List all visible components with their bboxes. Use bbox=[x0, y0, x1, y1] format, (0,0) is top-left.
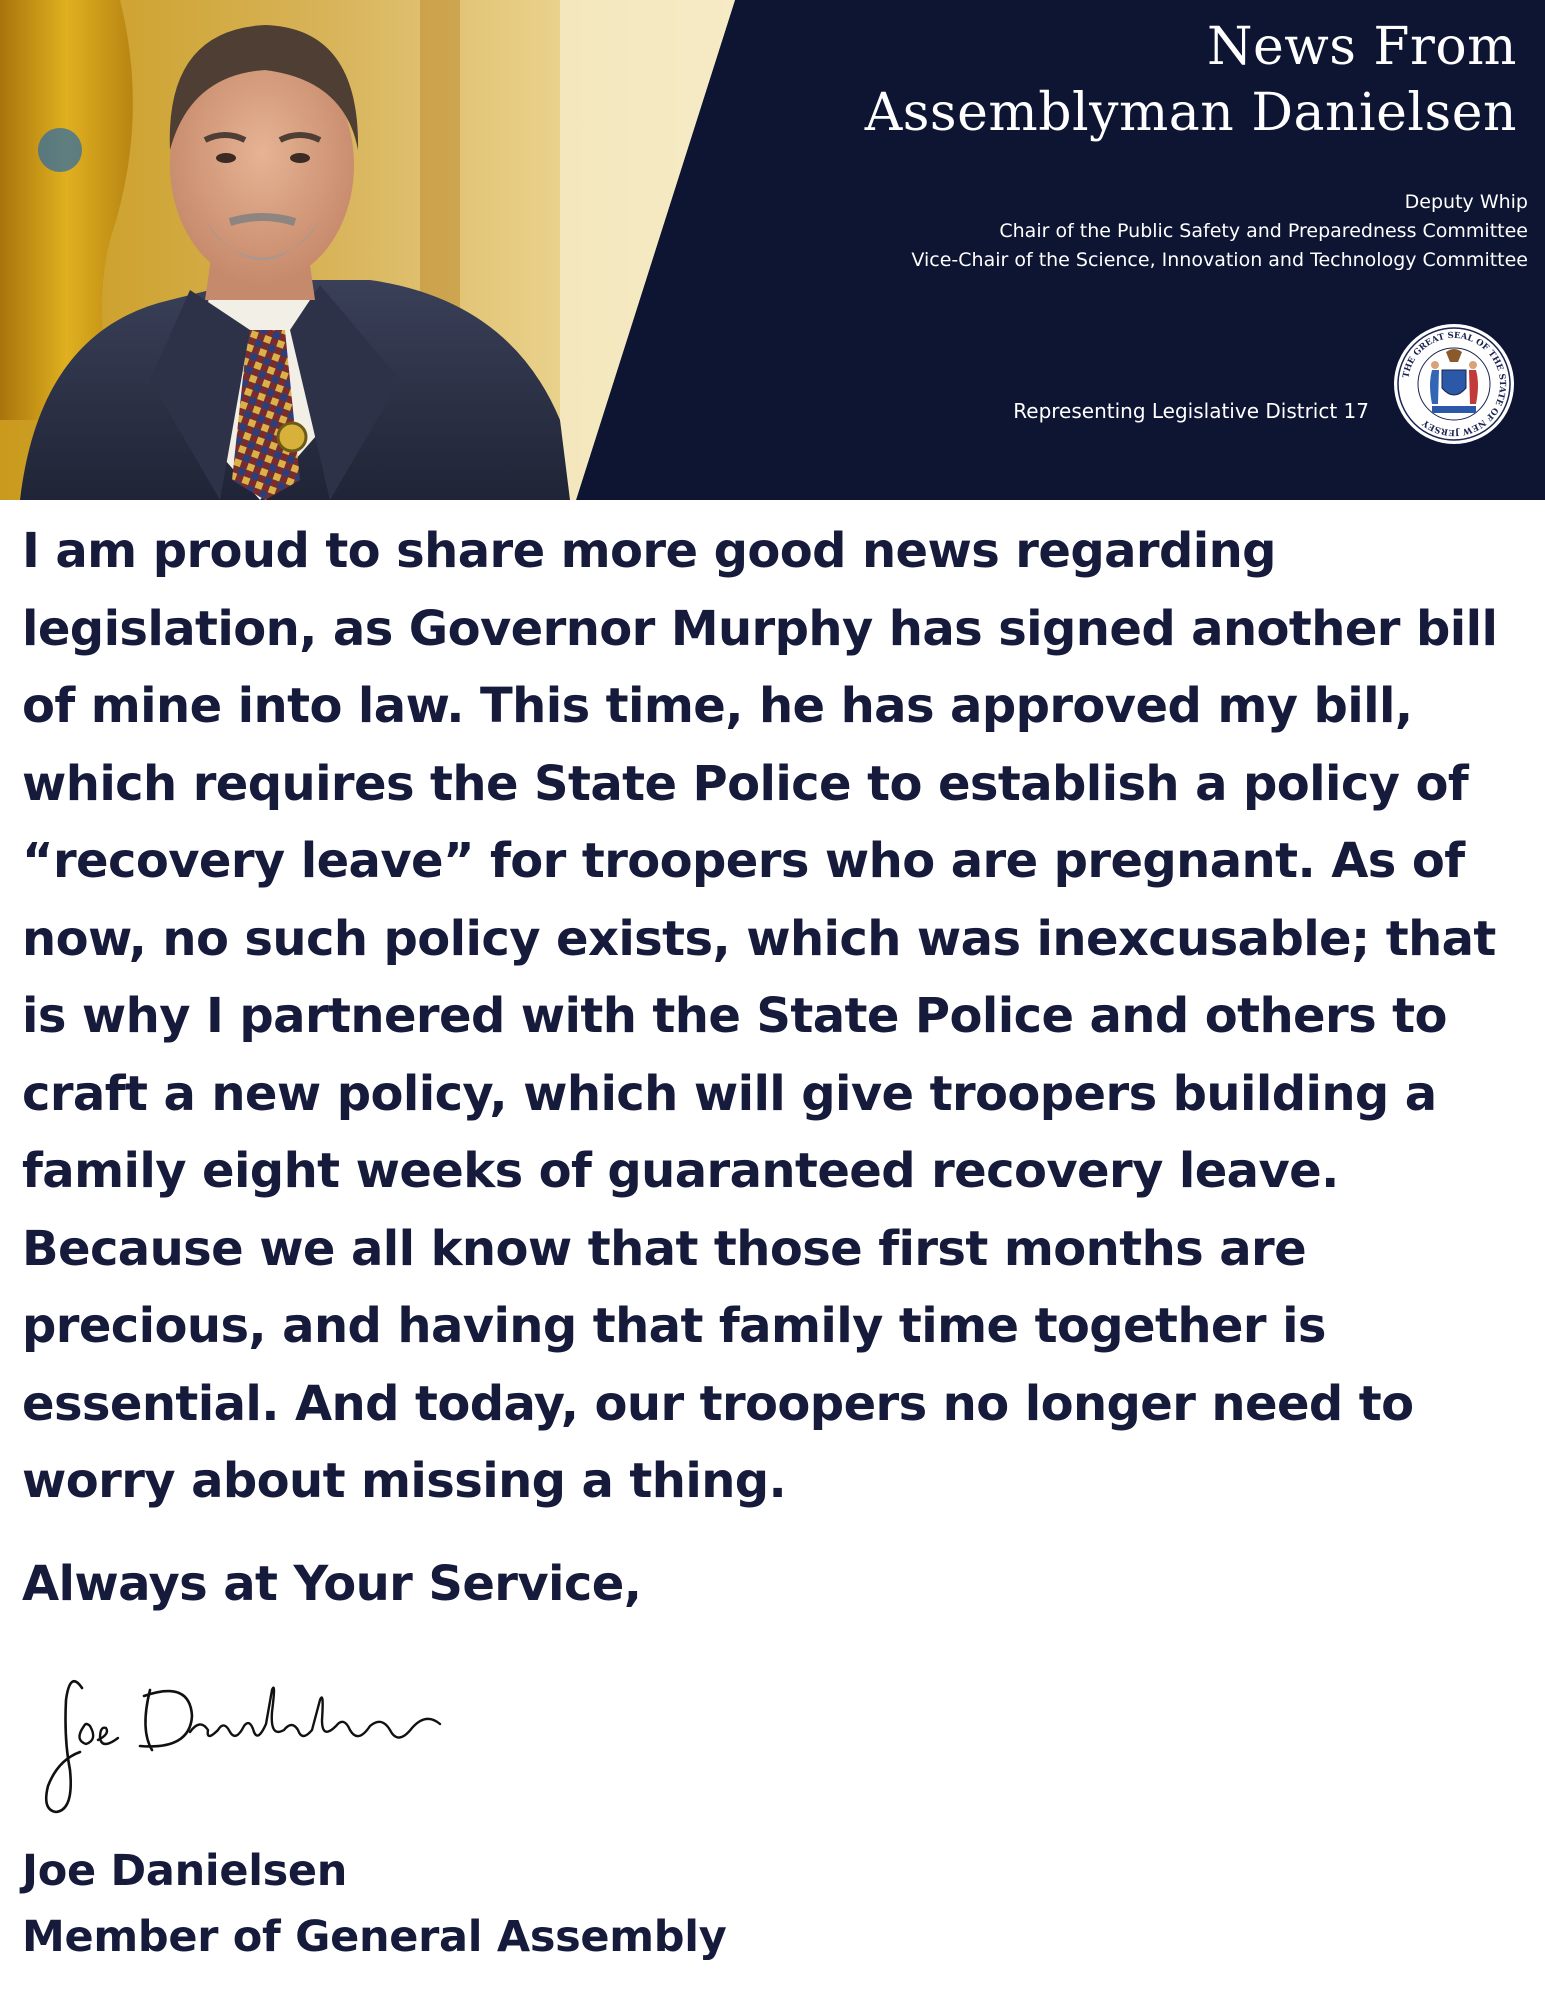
news-title-line-1: News From bbox=[1206, 17, 1517, 77]
signer-title: Member of General Assembly bbox=[22, 1912, 727, 1962]
closing-salutation: Always at Your Service, bbox=[22, 1556, 642, 1612]
seal-lettering: THE GREAT SEAL OF THE STATE OF NEW JERSEY bbox=[1401, 330, 1508, 438]
body-line: Because we all know that those first months are bbox=[22, 1220, 1307, 1277]
body-line: now, no such policy exists, which was inexcusable; that bbox=[22, 910, 1496, 967]
role-science-vice-chair: Vice-Chair of the Science, Innovation and Technology Committee bbox=[911, 249, 1528, 271]
body-line: craft a new policy, which will give troopers building a bbox=[22, 1065, 1437, 1122]
signer-name: Joe Danielsen bbox=[22, 1846, 348, 1896]
roles-list bbox=[911, 188, 1528, 275]
body-line: essential. And today, our troopers no longer need to bbox=[22, 1375, 1414, 1432]
district-label: Representing Legislative District 17 bbox=[1013, 399, 1369, 423]
body-line: of mine into law. This time, he has approved my bill, bbox=[22, 678, 1413, 734]
body-line: “recovery leave” for troopers who are pregnant. As of bbox=[22, 833, 1465, 889]
message-body bbox=[22, 513, 1522, 1521]
assemblyman-portrait-photo bbox=[0, 0, 735, 500]
news-title bbox=[865, 14, 1517, 146]
body-line: is why I partnered with the State Police and others to bbox=[22, 988, 1447, 1044]
role-deputy-whip: Deputy Whip bbox=[1404, 191, 1528, 213]
body-line: which requires the State Police to establish a policy of bbox=[22, 755, 1469, 812]
state-seal-icon bbox=[1392, 322, 1516, 446]
role-public-safety-chair: Chair of the Public Safety and Preparedness Committee bbox=[999, 220, 1528, 242]
body-line: family eight weeks of guaranteed recovery leave. bbox=[22, 1143, 1339, 1199]
body-line: precious, and having that family time together is bbox=[22, 1298, 1326, 1354]
body-line: worry about missing a thing. bbox=[22, 1453, 787, 1509]
body-line: legislation, as Governor Murphy has signed another bill bbox=[22, 600, 1498, 657]
handwritten-signature bbox=[40, 1660, 450, 1820]
news-title-line-2: Assemblyman Danielsen bbox=[864, 83, 1517, 143]
body-line: I am proud to share more good news regarding bbox=[22, 523, 1276, 579]
header-banner bbox=[0, 0, 1545, 500]
